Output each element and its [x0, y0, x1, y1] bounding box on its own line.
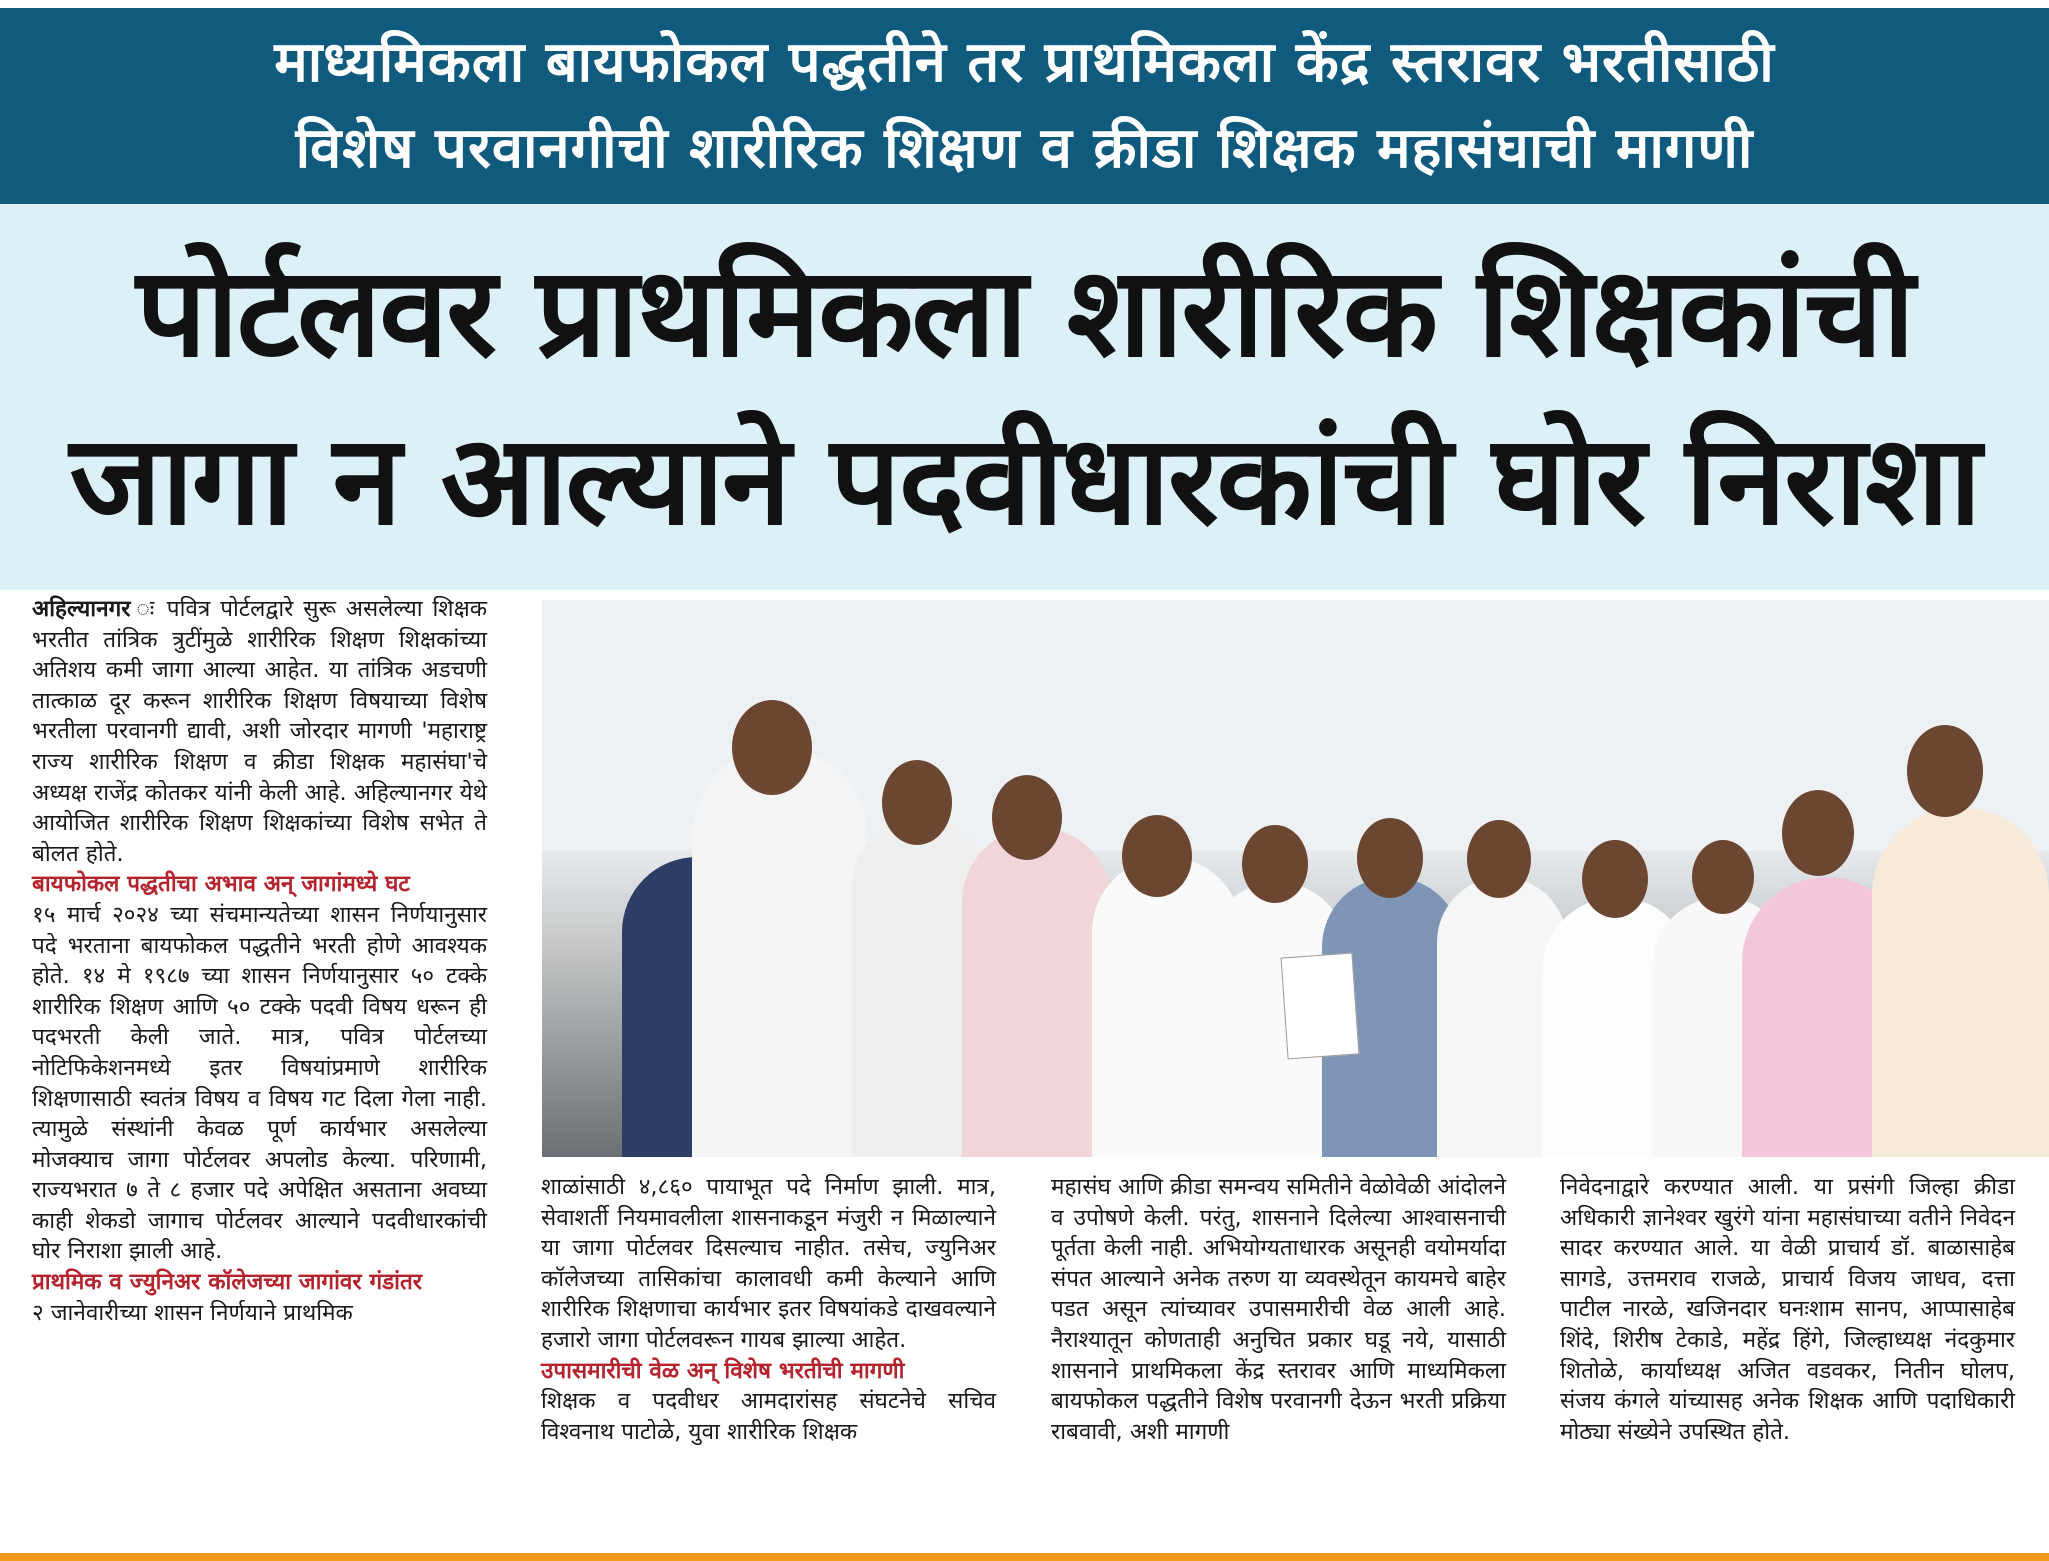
top-margin	[0, 0, 2049, 8]
photo-head	[1582, 840, 1648, 918]
photo-head	[1242, 825, 1308, 903]
photo-head	[732, 700, 812, 795]
kicker-line-1: माध्यमिकला बायफोकल पद्धतीने तर प्राथमिकला केंद्र स्तरावर भरतीसाठी	[274, 30, 1775, 95]
bottom-accent-rule	[0, 1553, 2049, 1561]
memorandum-document	[1281, 953, 1360, 1060]
column-4-text: निवेदनाद्वारे करण्यात आली. या प्रसंगी जिल्हा क्रीडा अधिकारी ज्ञानेश्वर खुरंगे यांना महासंघाच्या वतीने निवेदन सादर करण्यात आले. या वेळी प्राचार्य डॉ. बाळासाहेब सागडे, उत्तमराव राजळे, प्राचार्य विजय जाधव, दत्ता पाटील नारळे, खजिनदार घनःशाम सानप, आप्पासाहेब शिंदे, शिरीष टेकाडे, महेंद्र हिंगे, जिल्हाध्यक्ष नंदकुमार शितोळे, कार्याध्यक्ष अजित वडवकर, नितीन घोलप, संजय कंगले यांच्यासह अनेक शिक्षक आणि पदाधिकारी मोठ्या संख्येने उपस्थित होते.	[1560, 1174, 2015, 1445]
article-body	[0, 590, 2049, 1553]
column-3-text: महासंघ आणि क्रीडा समन्वय समितीने वेळोवेळी आंदोलने व उपोषणे केली. परंतु, शासनाने दिलेल्या आश्वासनाची पूर्तता केली नाही. अभियोग्यताधारक असूनही वयोमर्यादा संपत आल्याने अनेक तरुण या व्यवस्थेतून कायमचे बाहेर पडत असून त्यांच्यावर उपासमारीची वेळ आली आहे. नैराश्यातून कोणताही अनुचित प्रकार घडू नये, यासाठी शासनाने प्राथमिकला केंद्र स्तरावर आणि माध्यमिकला बायफोकल पद्धतीने विशेष परवानगी देऊन भरती प्रक्रिया राबवावी, अशी मागणी	[1051, 1174, 1506, 1445]
subhead-1: बायफोकल पद्धतीचा अभाव अन् जागांमध्ये घट	[32, 871, 410, 898]
column-2-text: शाळांसाठी ४,८६० पायाभूत पदे निर्माण झाली. मात्र, सेवाशर्ती नियमावलीला शासनाकडून मंजुरी न मिळाल्याने या जागा पोर्टलवर दिसल्याच नाहीत. तसेच, ज्युनिअर कॉलेजच्या तासिकांचा कालावधी कमी केल्याने आणि शारीरिक शिक्षणाचा कार्यभार इतर विषयांकडे दाखवल्याने हजारो जागा पोर्टलवरून गायब झाल्या आहेत.	[541, 1174, 996, 1353]
headline-block	[0, 204, 2049, 590]
photo-head	[1907, 725, 1983, 817]
headline-line-1: पोर्टलवर प्राथमिकला शारीरिक शिक्षकांची	[136, 241, 1913, 385]
photo-head	[1357, 818, 1423, 898]
column-4	[1560, 1172, 2015, 1447]
intro-text: ः पवित्र पोर्टलद्वारे सुरू असलेल्या शिक्षक भरतीत तांत्रिक त्रुटींमुळे शारीरिक शिक्षण शिक्षकांच्या अतिशय कमी जागा आल्या आहेत. या तांत्रिक अडचणी तात्काळ दूर करून शारीरिक शिक्षण विषयाच्या विशेष भरतीला परवानगी द्यावी, अशी जोरदार मागणी 'महाराष्ट्र राज्य शारीरिक शिक्षण व क्रीडा शिक्षक महासंघा'चे अध्यक्ष राजेंद्र कोतकर यांनी केली आहे. अहिल्यानगर येथे आयोजित शारीरिक शिक्षण शिक्षकांच्या विशेष सभेत ते बोलत होते.	[32, 596, 487, 867]
subhead-3: उपासमारीची वेळ अन् विशेष भरतीची मागणी	[541, 1357, 905, 1384]
column-1	[32, 594, 487, 1328]
photo-head	[882, 760, 952, 845]
headline-line-2: जागा न आल्याने पदवीधारकांची घोर निराशा	[69, 409, 1980, 553]
intro-paragraph	[32, 594, 487, 869]
photo-person	[692, 747, 867, 1157]
photo-head	[1692, 840, 1754, 914]
column-2-tail: शिक्षक व पदवीधर आमदारांसह संघटनेचे सचिव विश्वनाथ पाटोळे, युवा शारीरिक शिक्षक	[541, 1388, 996, 1445]
photo-head	[1467, 820, 1531, 898]
kicker-banner	[0, 8, 2049, 204]
photo-person	[962, 827, 1112, 1157]
photo-head	[1122, 815, 1192, 897]
photo-person	[1872, 807, 2049, 1157]
kicker-line-2: विशेष परवानगीची शारीरिक शिक्षण व क्रीडा शिक्षक महासंघाची मागणी	[295, 116, 1754, 181]
paragraph-2: १५ मार्च २०२४ च्या संचमान्यतेच्या शासन निर्णयानुसार पदे भरताना बायफोकल पद्धतीने भरती होणे आवश्यक होते. १४ मे १९८७ च्या शासन निर्णयानुसार ५० टक्के शारीरिक शिक्षण आणि ५० टक्के पदवी विषय धरून ही पदभरती केली जाते. मात्र, पवित्र पोर्टलच्या नोटिफिकेशनमध्ये इतर विषयांप्रमाणे शारीरिक शिक्षणासाठी स्वतंत्र विषय व विषय गट दिला गेला नाही. त्यामुळे संस्थांनी केवळ पूर्ण कार्यभार असलेल्या मोजक्याच जागा पोर्टलवर अपलोड केल्या. परिणामी, राज्यभरात ७ ते ८ हजार पदे अपेक्षित असताना अवघ्या काही शेकडो जागाच पोर्टलवर आल्याने पदवीधारकांची घोर निराशा झाली आहे.	[32, 901, 487, 1265]
dateline: अहिल्यानगर	[32, 596, 131, 622]
column-3	[1051, 1172, 1506, 1447]
subhead-2: प्राथमिक व ज्युनिअर कॉलेजच्या जागांवर गंडांतर	[32, 1269, 423, 1296]
news-photo	[542, 600, 2049, 1157]
column-2	[541, 1172, 996, 1447]
paragraph-3: २ जानेवारीच्या शासन निर्णयाने प्राथमिक	[32, 1299, 353, 1326]
photo-head	[992, 775, 1062, 860]
photo-head	[1782, 790, 1854, 876]
